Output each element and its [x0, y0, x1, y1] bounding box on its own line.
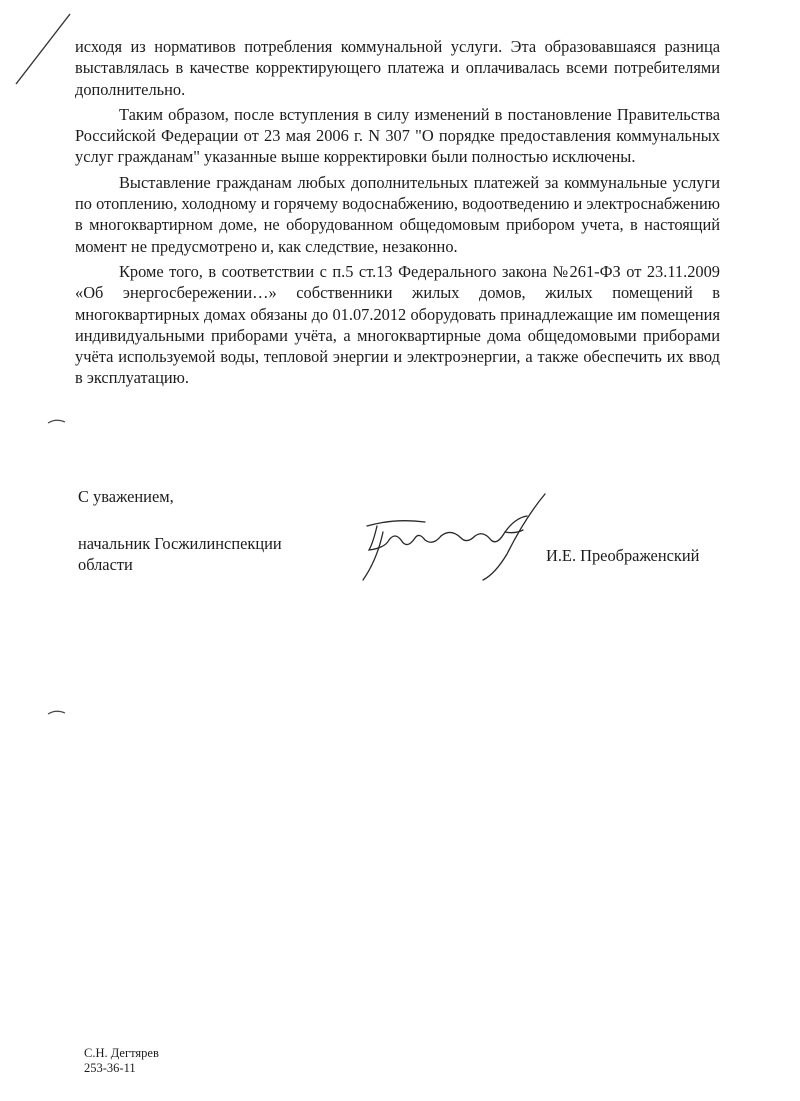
margin-tick-mark — [46, 415, 68, 427]
paragraph-3: Выставление гражданам любых дополнительных платежей за коммунальные услуги по отоплению, холодному и горячему водоснабжению, водоотведению и электроснабжению в многоквартирном доме, не оборудованном общедомовым прибором учета, в настоящий момент не предусмотрено и, как следствие, незаконно. — [75, 172, 720, 256]
margin-tick-mark — [46, 707, 68, 719]
executor-phone: 253-36-11 — [84, 1061, 136, 1075]
paragraph-4: Кроме того, в соответствии с п.5 ст.13 Федерального закона №261-ФЗ от 23.11.2009 «Об энергосбережении…» собственники жилых домов, жилых помещений в многоквартирных домах обязаны до 01.07.2012 оборудовать принадлежащие им помещения индивидуальными приборами учёта, а многоквартирные дома общедомовыми приборами учёта используемой воды, тепловой энергии и электроэнергии, а также обеспечить их ввод в эксплуатацию. — [75, 261, 720, 388]
paragraph-1: исходя из нормативов потребления коммунальной услуги. Эта образовавшаяся разница выставлялась в качестве корректирующего платежа и оплачивалась всеми потребителями дополнительно. — [75, 37, 720, 99]
pen-stroke-mark — [8, 10, 78, 90]
signature — [355, 488, 555, 588]
letter-body — [75, 36, 720, 393]
executor-name: С.Н. Дегтярев — [84, 1046, 159, 1060]
signer-position-line-2: области — [78, 555, 133, 574]
executor-block — [84, 1046, 159, 1076]
signer-position-line-1: начальник Госжилинспекции — [78, 534, 282, 553]
paragraph-2: Таким образом, после вступления в силу изменений в постановление Правительства Российской Федерации от 23 мая 2006 г. N 307 "О порядке предоставления коммунальных услуг гражданам" указанные выше корректировки были полностью исключены. — [75, 104, 720, 167]
greeting: С уважением, — [78, 487, 174, 506]
signer-name: И.Е. Преображенский — [546, 546, 700, 565]
